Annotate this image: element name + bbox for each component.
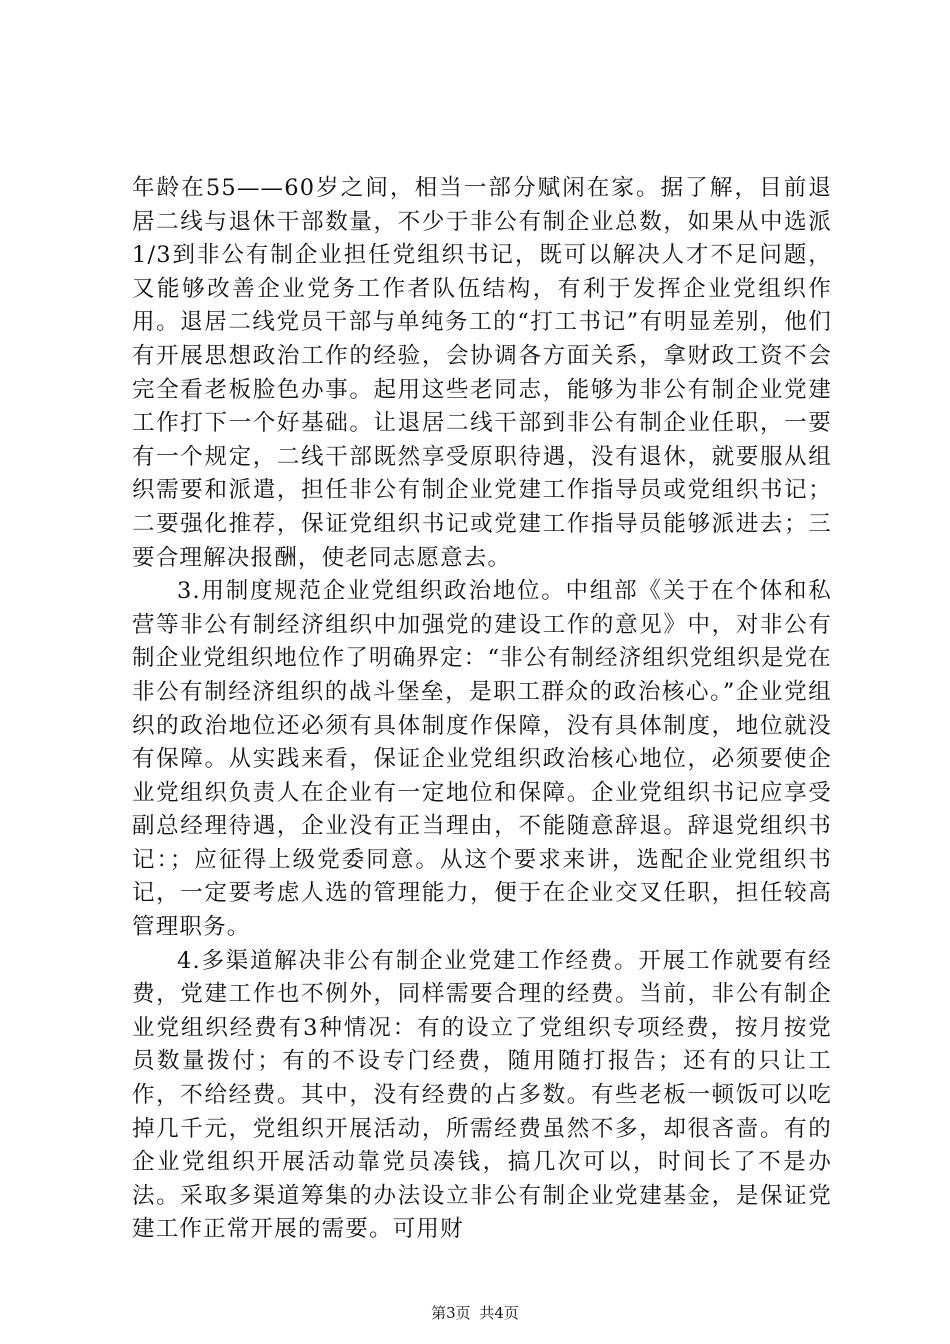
page-footer [0,1303,950,1323]
paragraph-2: 3.用制度规范企业党组织政治地位。中组部《关于在个体和私营等非公有制经济组织中加强党的建设工作的意见》中，对非公有制企业党组织地位作了明确界定：“非公有制经济组织党组织是党在非公有制经济组织的战斗堡垒，是职工群众的政治核心。”企业党组织的政治地位还必须有具体制度作保障，没有具体制度，地位就没有保障。从实践来看，保证企业党组织政治核心地位，必须要使企业党组织负责人在企业有一定地位和保障。企业党组织书记应享受副总经理待遇，企业没有正当理由，不能随意辞退。辞退党组织书记：；应征得上级党委同意。从这个要求来讲，选配企业党组织书记，一定要考虑人选的管理能力，便于在企业交叉任职，担任较高管理职务。 [132,578,833,941]
page-number: 第3页 [431,1304,471,1322]
page-total: 共4页 [479,1304,519,1322]
document-body [132,172,832,1247]
paragraph-1: 年龄在55——60岁之间，相当一部分赋闲在家。据了解，目前退居二线与退休干部数量，不少于非公有制企业总数，如果从中选派1/3到非公有制企业担任党组织书记，既可以解决人才不足问题，又能够改善企业党务工作者队伍结构，有利于发挥企业党组织作用。退居二线党员干部与单纯务工的“打工书记”有明显差别，他们有开展思想政治工作的经验，会协调各方面关系，拿财政工资不会完全看老板脸色办事。起用这些老同志，能够为非公有制企业党建工作打下一个好基础。让退居二线干部到非公有制企业任职，一要有一个规定，二线干部既然享受原职待遇，没有退休，就要服从组织需要和派遣，担任非公有制企业党建工作指导员或党组织书记；二要强化推荐，保证党组织书记或党建工作指导员能够派进去；三要合理解决报酬，使老同志愿意去。 [132,175,832,571]
paragraph-3: 4.多渠道解决非公有制企业党建工作经费。开展工作就要有经费，党建工作也不例外，同样需要合理的经费。当前，非公有制企业党组织经费有3种情况：有的设立了党组织专项经费，按月按党员数量拨付；有的不设专门经费，随用随打报告；还有的只让工作，不给经费。其中，没有经费的占多数。有些老板一顿饭可以吃掉几千元，党组织开展活动，所需经费虽然不多，却很吝啬。有的企业党组织开展活动靠党员凑钱，搞几次可以，时间长了不是办法。采取多渠道筹集的办法设立非公有制企业党建基金，是保证党建工作正常开展的需要。可用财 [132,947,832,1243]
